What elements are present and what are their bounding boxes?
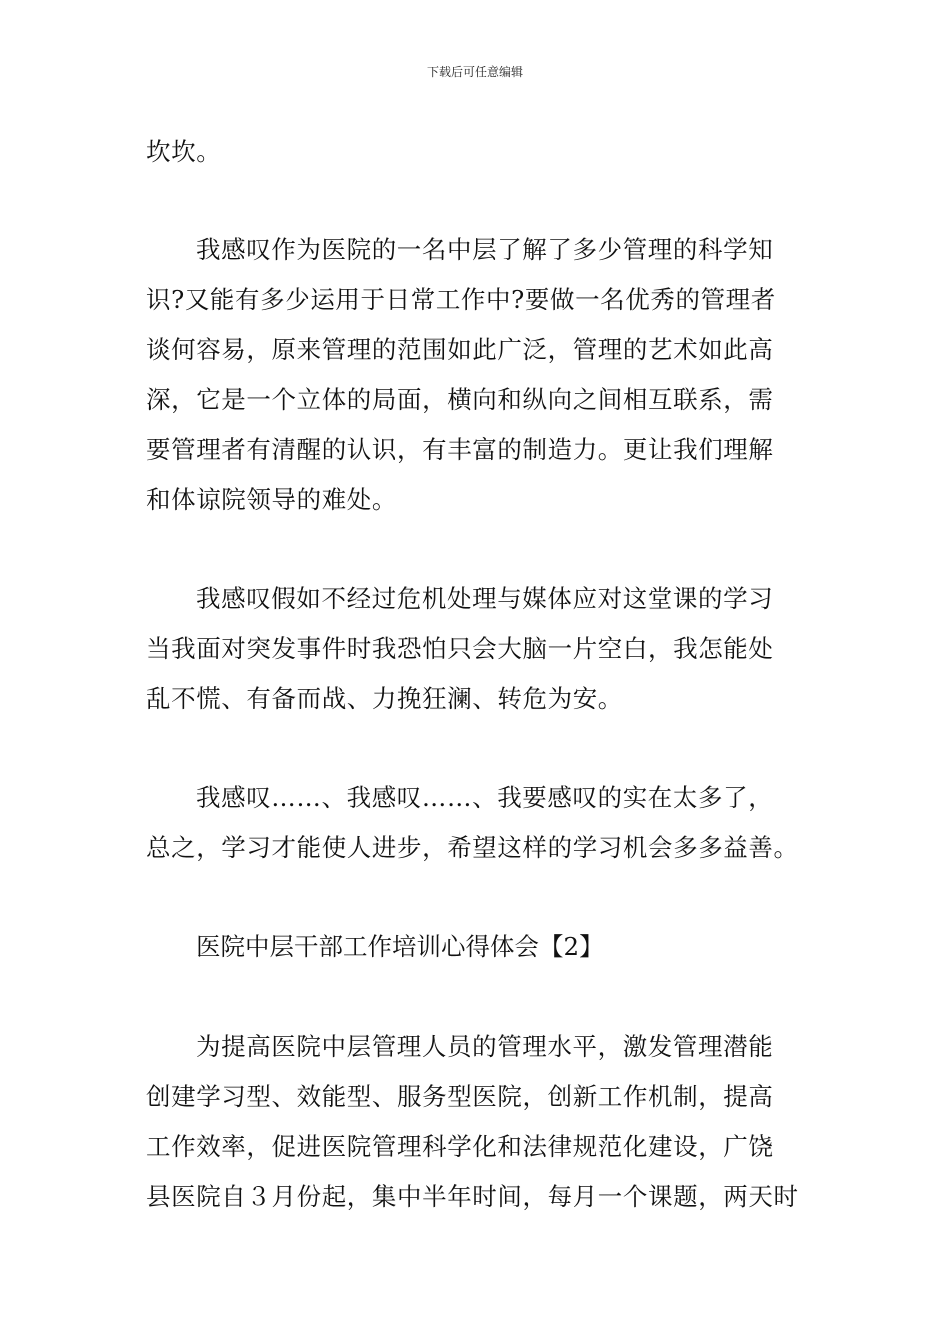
text-line: 和体谅院领导的难处。 [146, 485, 397, 514]
text-line: 深，它是一个立体的局面，横向和纵向之间相互联系，需 [146, 385, 774, 414]
text-line: 我感叹……、我感叹……、我要感叹的实在太多了， [196, 783, 774, 812]
text-line: 当我面对突发事件时我恐怕只会大脑一片空白，我怎能处 [146, 634, 774, 663]
text-line: 县医院自３月份起，集中半年时间，每月一个课题，两天时 [146, 1182, 799, 1211]
text-line: 谈何容易，原来管理的范围如此广泛，管理的艺术如此高 [146, 335, 774, 364]
text-line: 坎坎。 [146, 137, 222, 166]
paragraph-crisis-handling [146, 574, 808, 724]
text-line: 为提高医院中层管理人员的管理水平，激发管理潜能 [196, 1032, 774, 1061]
paragraph-management-reflection [146, 225, 808, 525]
paragraph-continuation [146, 127, 808, 177]
page-header-note: 下载后可任意编辑 [426, 65, 523, 79]
text-line: 我感叹假如不经过危机处理与媒体应对这堂课的学习 [196, 584, 774, 613]
text-line: 创建学习型、效能型、服务型医院，创新工作机制，提高 [146, 1082, 774, 1111]
text-line: 要管理者有清醒的认识，有丰富的制造力。更让我们理解 [146, 435, 774, 464]
paragraph-training-intro [146, 1022, 808, 1222]
text-line: 乱不慌、有备而战、力挽狂澜、转危为安。 [146, 684, 623, 713]
section-heading: 医院中层干部工作培训心得体会【2】 [196, 932, 604, 961]
text-line: 工作效率，促进医院管理科学化和法律规范化建设，广饶 [146, 1132, 774, 1161]
paragraph-summary [146, 773, 808, 873]
text-line: 总之，学习才能使人进步，希望这样的学习机会多多益善。 [146, 833, 799, 862]
text-line: 我感叹作为医院的一名中层了解了多少管理的科学知 [196, 235, 774, 264]
text-line: 识?又能有多少运用于日常工作中?要做一名优秀的管理者 [146, 285, 776, 314]
